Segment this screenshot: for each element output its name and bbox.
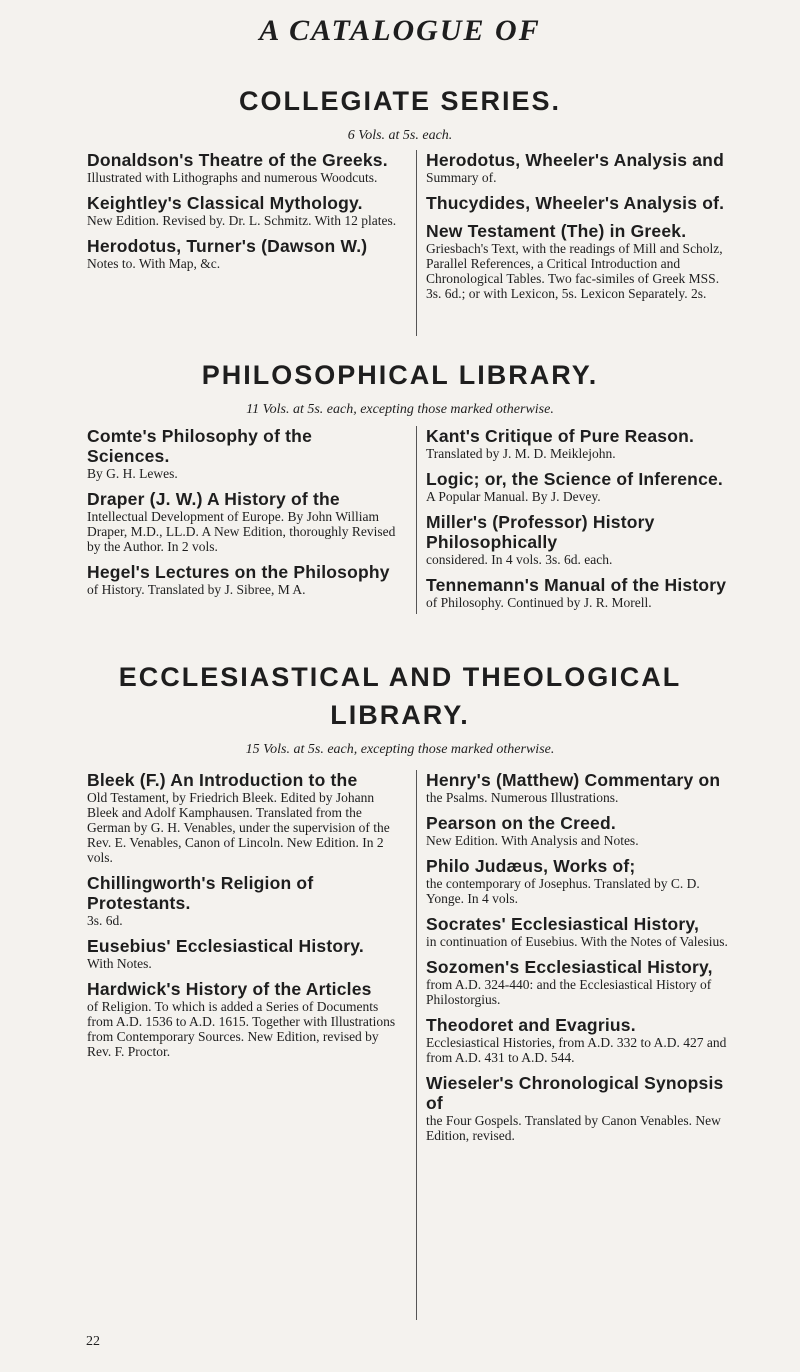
column-divider bbox=[416, 150, 417, 336]
entry-description: the Four Gospels. Translated by Canon Venables. New Edition, revised. bbox=[426, 1113, 721, 1143]
catalogue-entry bbox=[426, 150, 736, 185]
collegiate-section-title: COLLEGIATE SERIES. bbox=[238, 86, 562, 116]
ecclesiastical-section-subtitle: 15 Vols. at 5s. each, excepting those marked otherwise. bbox=[245, 742, 555, 757]
catalogue-entry bbox=[87, 979, 397, 1059]
entry-description: in continuation of Eusebius. With the Notes of Valesius. bbox=[426, 934, 728, 949]
entry-title: Hegel's Lectures on the Philosophy bbox=[87, 562, 390, 582]
catalogue-entry bbox=[87, 770, 397, 865]
collegiate-section-subtitle: 6 Vols. at 5s. each. bbox=[347, 128, 453, 143]
entry-description: Summary of. bbox=[426, 170, 497, 185]
catalogue-entry bbox=[426, 469, 736, 504]
entry-title: Bleek (F.) An Introduction to the bbox=[87, 770, 358, 790]
entry-description: Ecclesiastical Histories, from A.D. 332 to A.D. 427 and from A.D. 431 to A.D. 544. bbox=[426, 1035, 727, 1065]
catalogue-entry bbox=[426, 575, 736, 610]
entry-title: Donaldson's Theatre of the Greeks. bbox=[87, 150, 388, 170]
entry-description: the contemporary of Josephus. Translated by C. D. Yonge. In 4 vols. bbox=[426, 876, 700, 906]
entry-description: Illustrated with Lithographs and numerous Woodcuts. bbox=[87, 170, 378, 185]
entry-title: Chillingworth's Religion of Protestants. bbox=[87, 873, 314, 913]
entry-title: Sozomen's Ecclesiastical History, bbox=[426, 957, 713, 977]
entry-title: Keightley's Classical Mythology. bbox=[87, 193, 363, 213]
entry-description: Old Testament, by Friedrich Bleek. Edited by Johann Bleek and Adolf Kamphausen. Translated from the German by G. H. Venables, under the supervision of the Rev. E. Venables, Canon of Lincoln. New Edition. In 2 vols. bbox=[87, 790, 390, 865]
entry-description: Intellectual Development of Europe. By John William Draper, M.D., LL.D. A New Edition, thoroughly Revised by the Author. In 2 vols. bbox=[87, 509, 396, 554]
entry-title: Wieseler's Chronological Synopsis of bbox=[426, 1073, 724, 1113]
column-divider bbox=[416, 426, 417, 614]
catalogue-entry bbox=[426, 1073, 736, 1143]
collegiate-right-column bbox=[426, 150, 736, 309]
entry-title: Pearson on the Creed. bbox=[426, 813, 616, 833]
catalogue-entry bbox=[426, 193, 736, 213]
entry-title: Herodotus, Wheeler's Analysis and bbox=[426, 150, 724, 170]
philosophical-right-column bbox=[426, 426, 736, 618]
catalogue-entry bbox=[426, 914, 736, 949]
entry-description: Notes to. With Map, &c. bbox=[87, 256, 221, 271]
entry-description: New Edition. Revised by. Dr. L. Schmitz. With 12 plates. bbox=[87, 213, 397, 228]
catalogue-entry bbox=[87, 562, 397, 597]
running-head: A CATALOGUE OF bbox=[259, 14, 541, 47]
collegiate-left-column bbox=[87, 150, 397, 279]
catalogue-entry bbox=[426, 856, 736, 906]
page-number: 22 bbox=[86, 1334, 100, 1349]
entry-description: Translated by J. M. D. Meiklejohn. bbox=[426, 446, 616, 461]
catalogue-entry bbox=[426, 221, 736, 301]
catalogue-entry bbox=[426, 426, 736, 461]
entry-description: 3s. 6d. bbox=[87, 913, 123, 928]
entry-description: With Notes. bbox=[87, 956, 152, 971]
entry-title: Philo Judæus, Works of; bbox=[426, 856, 636, 876]
entry-title: Hardwick's History of the Articles bbox=[87, 979, 372, 999]
entry-title: Comte's Philosophy of the Sciences. bbox=[87, 426, 313, 466]
entry-description: By G. H. Lewes. bbox=[87, 466, 178, 481]
catalogue-entry bbox=[87, 489, 397, 554]
ecclesiastical-left-column bbox=[87, 770, 397, 1067]
entry-title: Logic; or, the Science of Inference. bbox=[426, 469, 723, 489]
entry-title: Socrates' Ecclesiastical History, bbox=[426, 914, 700, 934]
entry-title: Miller's (Professor) History Philosophically bbox=[426, 512, 655, 552]
entry-description: of Religion. To which is added a Series of Documents from A.D. 1536 to A.D. 1615. Together with Illustrations from Contemporary Sources. New Edition, revised by Rev. F. Proctor. bbox=[87, 999, 396, 1059]
column-divider bbox=[416, 770, 417, 1320]
philosophical-section-subtitle: 11 Vols. at 5s. each, excepting those marked otherwise. bbox=[246, 402, 554, 417]
ecclesiastical-right-column bbox=[426, 770, 736, 1151]
catalogue-entry bbox=[426, 1015, 736, 1065]
philosophical-section-title: PHILOSOPHICAL LIBRARY. bbox=[201, 360, 599, 390]
entry-title: Kant's Critique of Pure Reason. bbox=[426, 426, 695, 446]
philosophical-left-column bbox=[87, 426, 397, 605]
entry-description: the Psalms. Numerous Illustrations. bbox=[426, 790, 619, 805]
catalogue-entry bbox=[426, 957, 736, 1007]
entry-description: of Philosophy. Continued by J. R. Morell. bbox=[426, 595, 652, 610]
entry-description: considered. In 4 vols. 3s. 6d. each. bbox=[426, 552, 613, 567]
entry-title: Eusebius' Ecclesiastical History. bbox=[87, 936, 364, 956]
catalogue-entry bbox=[426, 770, 736, 805]
catalogue-entry bbox=[87, 150, 397, 185]
entry-description: Griesbach's Text, with the readings of Mill and Scholz, Parallel References, a Critical Introduction and Chronological Tables. Two fac-similes of Greek MSS. 3s. 6d.; or with Lexicon, 5s. Lexicon Separately. 2s. bbox=[426, 241, 723, 301]
entry-title: Theodoret and Evagrius. bbox=[426, 1015, 636, 1035]
catalogue-entry bbox=[87, 873, 397, 928]
entry-description: New Edition. With Analysis and Notes. bbox=[426, 833, 639, 848]
entry-title: Henry's (Matthew) Commentary on bbox=[426, 770, 721, 790]
catalogue-entry bbox=[87, 193, 397, 228]
entry-description: of History. Translated by J. Sibree, M A. bbox=[87, 582, 306, 597]
entry-title: Tennemann's Manual of the History bbox=[426, 575, 727, 595]
catalogue-entry bbox=[426, 512, 736, 567]
entry-title: Draper (J. W.) A History of the bbox=[87, 489, 340, 509]
ecclesiastical-section-title-continued: LIBRARY. bbox=[330, 700, 470, 730]
entry-description: A Popular Manual. By J. Devey. bbox=[426, 489, 601, 504]
ecclesiastical-section-title: ECCLESIASTICAL AND THEOLOGICAL bbox=[118, 662, 682, 692]
entry-title: Thucydides, Wheeler's Analysis of. bbox=[426, 193, 725, 213]
catalogue-entry bbox=[87, 426, 397, 481]
entry-title: Herodotus, Turner's (Dawson W.) bbox=[87, 236, 368, 256]
catalogue-entry bbox=[87, 936, 397, 971]
entry-description: from A.D. 324-440: and the Ecclesiastical History of Philostorgius. bbox=[426, 977, 712, 1007]
entry-title: New Testament (The) in Greek. bbox=[426, 221, 687, 241]
catalogue-entry bbox=[426, 813, 736, 848]
catalogue-entry bbox=[87, 236, 397, 271]
